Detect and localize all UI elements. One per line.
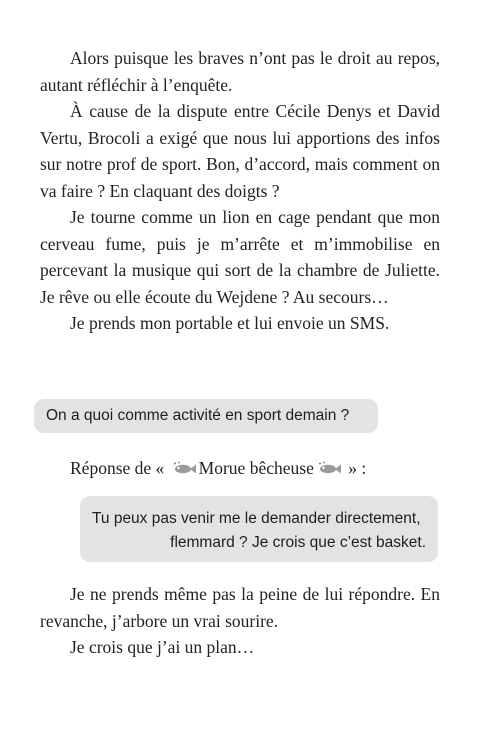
fish-icon [316, 461, 342, 475]
paragraph-2: À cause de la dispute entre Cécile Denys et David Vertu, Brocoli a exigé que nous lui apportions des infos sur notre prof de sport. Bon, d’accord, mais comment on va faire ? En claquant des doigts ? [40, 101, 440, 201]
reply-suffix: » : [343, 458, 367, 478]
narrative-top [40, 45, 440, 337]
received-sms-bubble [80, 496, 438, 562]
paragraph-6: Je crois que j’ai un plan… [70, 637, 255, 657]
paragraph-1: Alors puisque les braves n’ont pas le droit au repos, autant réfléchir à l’enquête. [40, 48, 440, 95]
sent-sms-bubble [34, 399, 378, 433]
narrative-bottom [40, 581, 440, 661]
reply-prefix: Réponse de « [70, 458, 169, 478]
sent-sms-text: On a quoi comme activité en sport demain ? [46, 407, 350, 424]
paragraph-3: Je tourne comme un lion en cage pendant que mon cerveau fume, puis je m’arrête et m’immobilise en percevant la musique qui sort de la chambre de Juliette. Je rêve ou elle écoute du Wejdene ? Au secours… [40, 207, 440, 307]
received-sms-line-2: flemmard ? Je crois que c’est basket. [170, 534, 426, 551]
contact-name: Morue bêcheuse [198, 458, 314, 478]
fish-icon [171, 461, 197, 475]
paragraph-5: Je ne prends même pas la peine de lui répondre. En revanche, j’arbore un vrai sourire. [40, 584, 440, 631]
received-sms-line-1: Tu peux pas venir me le demander directement, [92, 510, 421, 527]
paragraph-4: Je prends mon portable et lui envoie un SMS. [70, 313, 390, 333]
reply-intro-line [70, 455, 366, 481]
